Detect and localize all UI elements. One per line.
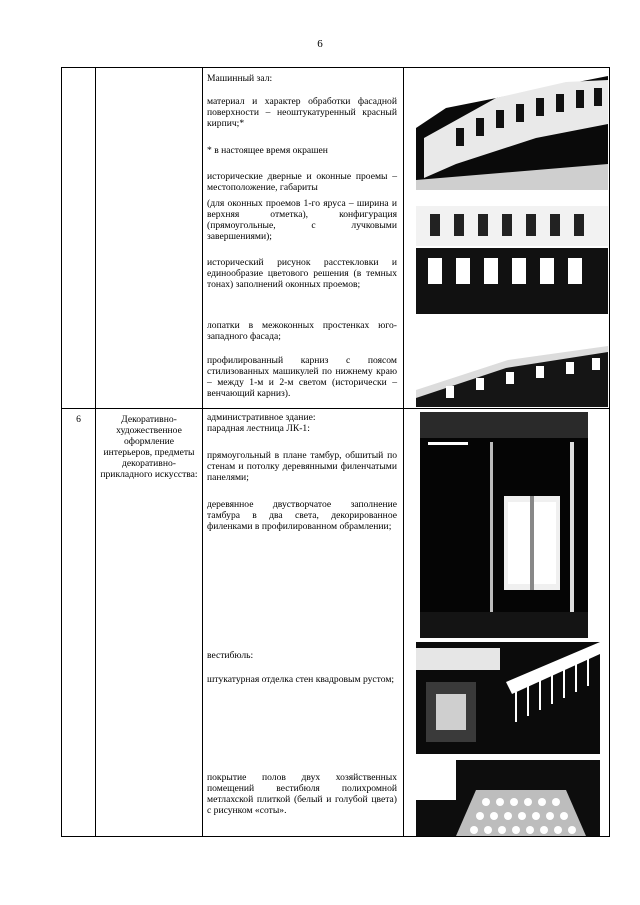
row-category: Декоративно-художественное оформление интерьеров, предметы декоративно-прикладного искусства: [100,414,198,480]
photo-factory-facade-angle [416,68,608,190]
row-bottom-p3: деревянное двустворчатое заполнение тамбура в два света, декорированное филенками в профилированном обрамлении; [207,499,397,532]
photo-tambour-doors [420,412,588,638]
photo-factory-facade-front [416,192,608,314]
table-divider-col1 [95,67,96,837]
row-bottom-p5: штукатурная отделка стен квадровым рустом; [207,674,395,685]
row-bottom-p6: покрытие полов двух хозяйственных помещений вестибюля полихромной метлахской плиткой (белый и голубой цвета) с рисунком «соты». [207,772,397,816]
table-row-divider [61,408,610,409]
table-divider-col2 [202,67,203,837]
row-top-p2: материал и характер обработки фасадной поверхности – неоштукатуренный красный кирпич;* [207,96,397,129]
photo-factory-cornice [416,340,608,407]
table-divider-col3 [403,67,404,837]
photo-vestibule-stair [416,642,600,754]
page-number: 6 [317,38,323,50]
row-bottom-p4: вестибюль: [207,650,254,661]
row-top-p1: Машинный зал: [207,73,273,84]
row-top-p6: исторический рисунок расстекловки и единообразие цветового решения (в темных тонах) заполнений оконных проемов; [207,257,397,290]
row-number: 6 [76,414,81,425]
row-top-p8: профилированный карниз с поясом стилизованных машикулей по нижнему краю – между 1-м и 2-м светом (исторически – венчающий карниз). [207,355,397,399]
photo-tiled-floor [416,760,600,836]
row-top-p5: (для оконных проемов 1-го яруса – ширина и верхняя отметка), конфигурация (прямоугольные, с лучковыми завершениями); [207,198,397,242]
row-bottom-p2: прямоугольный в плане тамбур, обшитый по стенам и потолку деревянными филенчатыми панелями; [207,450,397,483]
row-top-p7: лопатки в межоконных простенках юго-западного фасада; [207,320,397,342]
row-top-p3: * в настоящее время окрашен [207,145,328,156]
row-top-p4: исторические дверные и оконные проемы – местоположение, габариты [207,171,397,193]
row-bottom-p1: административное здание: парадная лестница ЛК-1: [207,412,316,434]
